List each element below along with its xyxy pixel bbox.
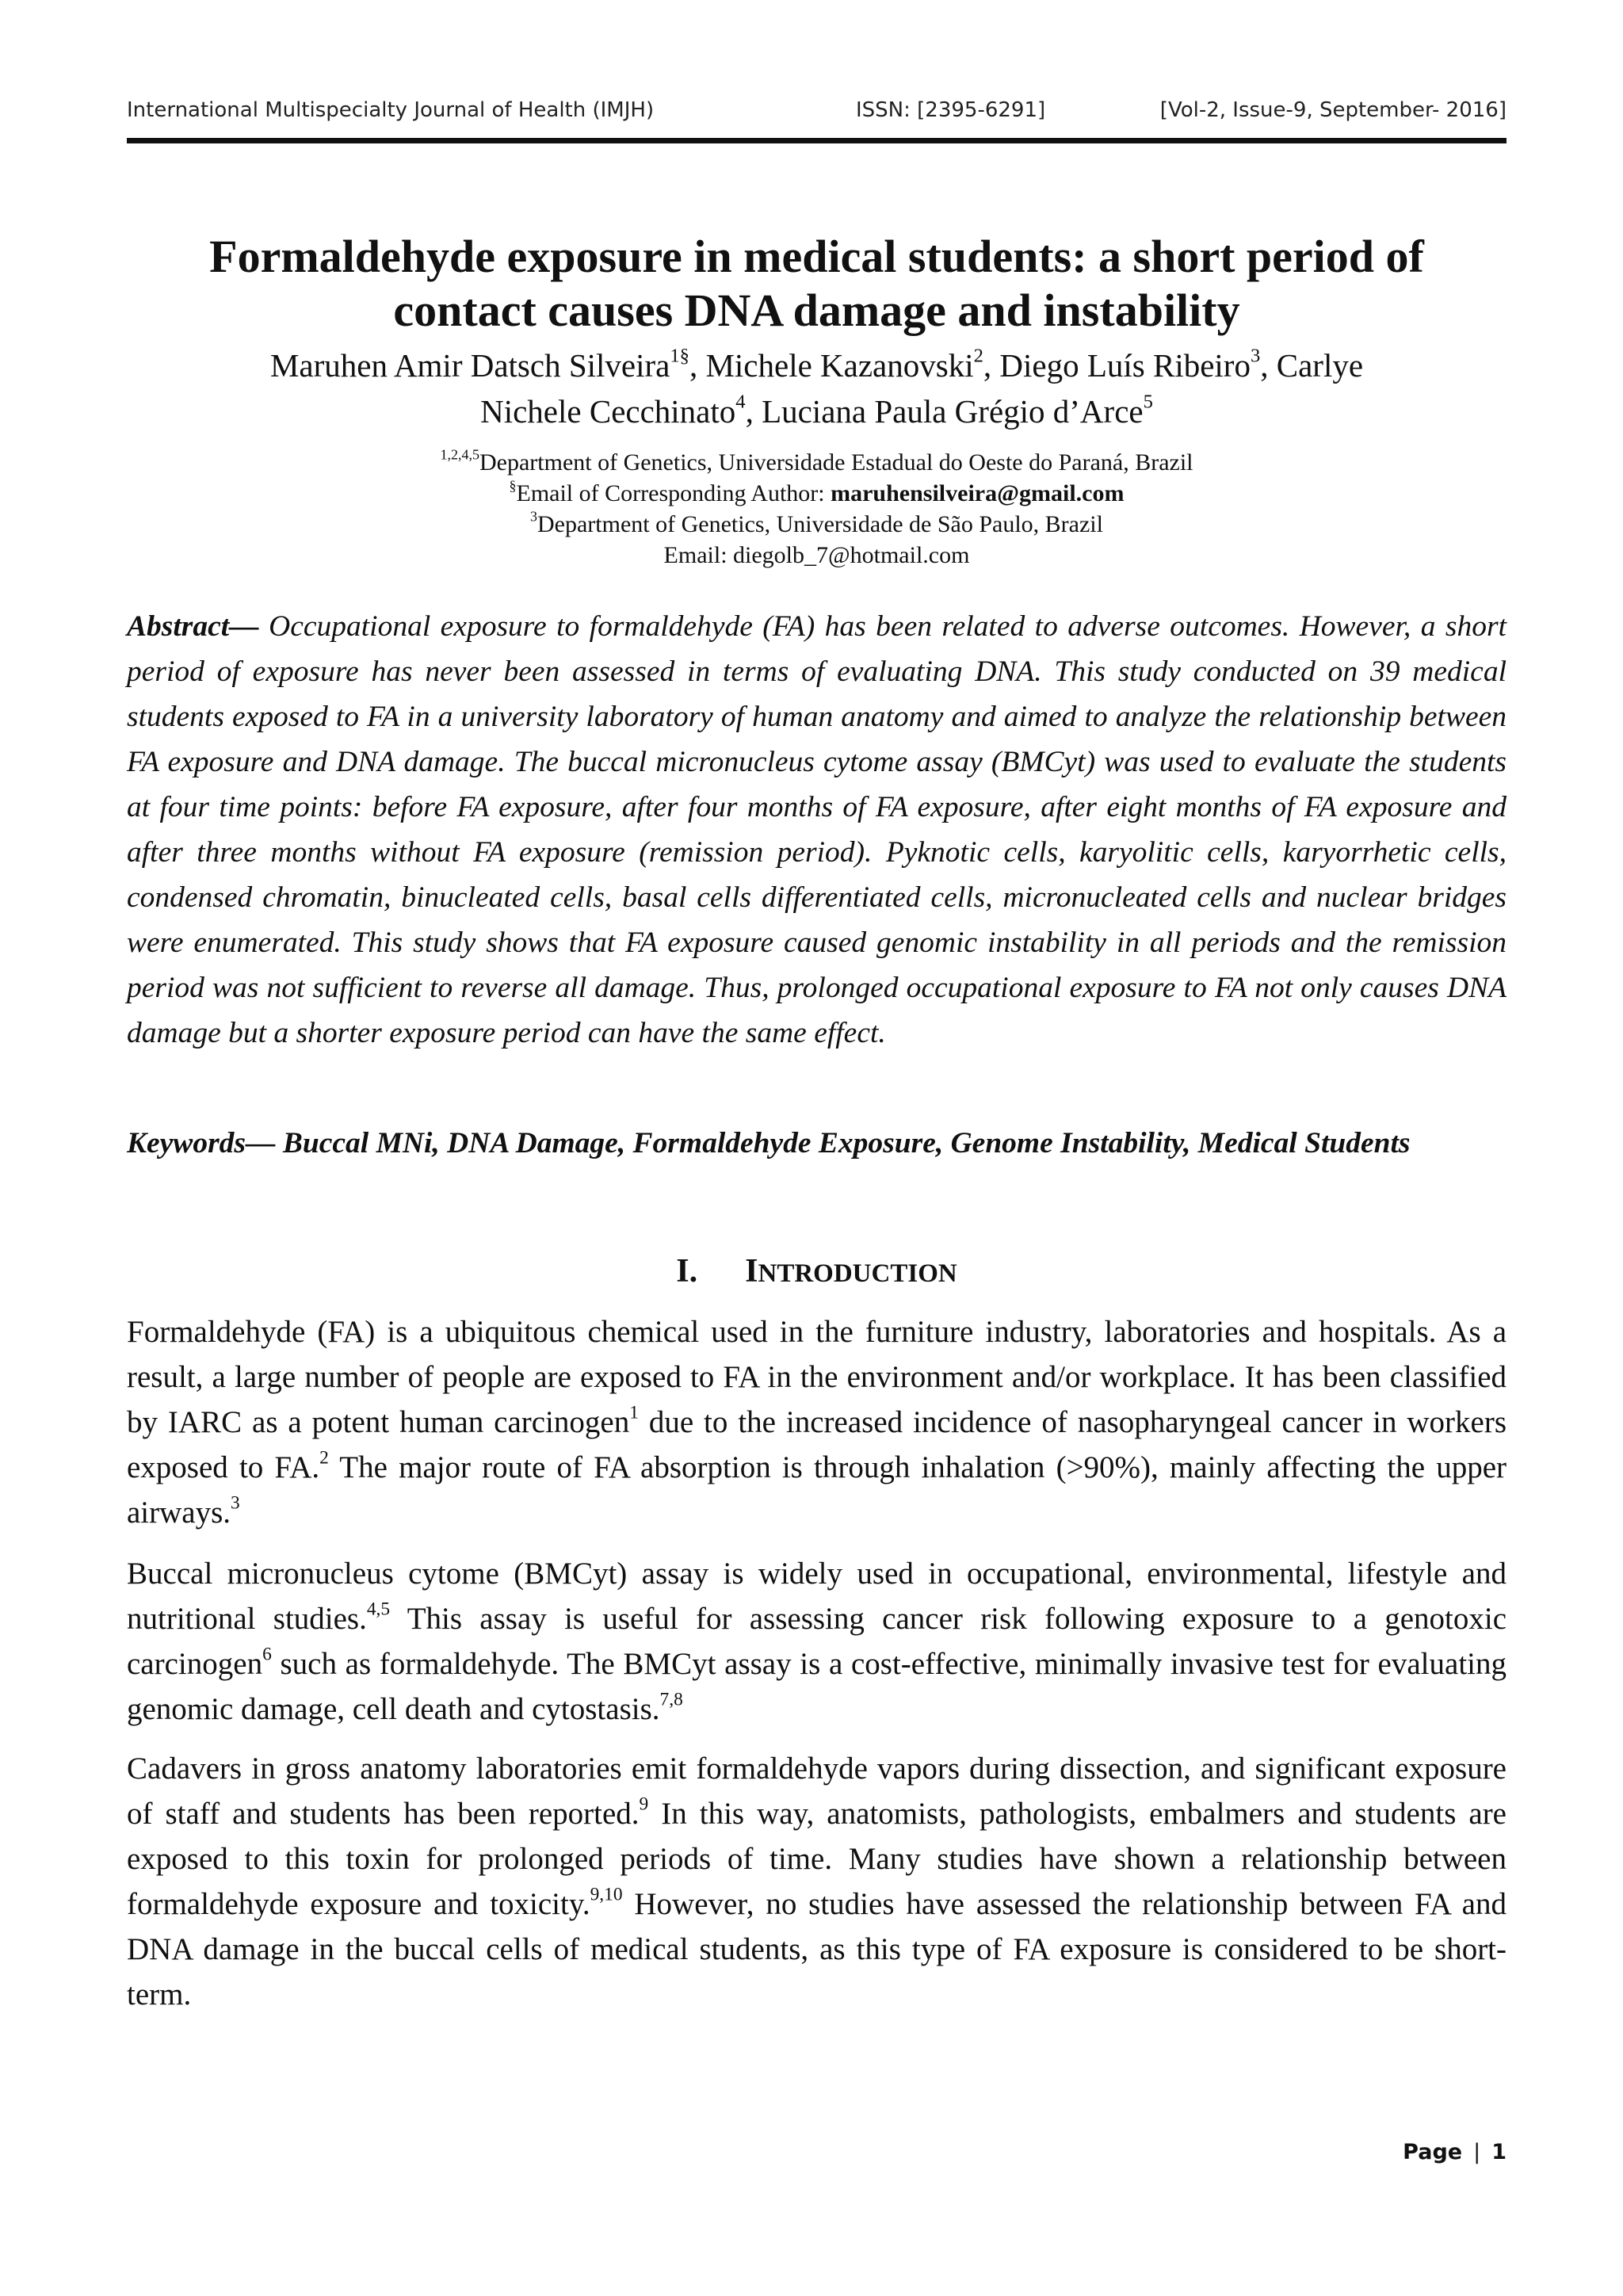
text-run: However, no studies have assessed the relationship between FA and DNA damage in the buccal cells of medical students, as this type of FA exposure is considered to be short-term. (127, 1887, 1507, 2011)
section-title-rest: NTRODUCTION (758, 1259, 957, 1288)
citation-ref: 9 (639, 1794, 649, 1815)
intro-paragraph-2 (127, 1551, 1507, 1732)
citation-ref: 9,10 (590, 1884, 623, 1905)
citation-ref: 4,5 (366, 1599, 391, 1620)
abstract-text: Occupational exposure to formaldehyde (FA) has been related to adverse outcomes. However, a short period of exposure has never been assessed in terms of evaluating DNA. This study conducted on 39 medical students exposed to FA in a university laboratory of human anatomy and aimed to analyze the relationship between FA exposure and DNA damage. The buccal micronucleus cytome assay (BMCyt) was used to evaluate the students at four time points: before FA exposure, after four months of FA exposure, after eight months of FA exposure and after three months without FA exposure (remission period). Pyknotic cells, karyolitic cells, karyorrhetic cells, condensed chromatin, binucleated cells, basal cells differentiated cells, micronucleated cells and nuclear bridges were enumerated. This study shows that FA exposure caused genomic instability in all periods and the remission period was not sufficient to reverse all damage. Thus, prolonged occupational exposure to FA not only causes DNA damage but a shorter exposure period can have the same effect. (127, 610, 1507, 1049)
author-mark: 5 (1143, 391, 1153, 413)
affiliation-text: Department of Genetics, Universidade Estadual do Oeste do Paraná, Brazil (479, 449, 1193, 476)
keywords (127, 1121, 1507, 1166)
page-separator: | (1473, 2140, 1481, 2164)
author-1: Maruhen Amir Datsch Silveira$^{1\S}$, (269, 345, 698, 384)
title-line-2: contact causes DNA damage and instability (393, 285, 1240, 336)
keywords-text: Buccal MNi, DNA Damage, Formaldehyde Exposure, Genome Instability, Medical Students (282, 1127, 1411, 1159)
intro-paragraph-1 (127, 1309, 1507, 1535)
author-4: Carlye (1276, 347, 1364, 384)
text-run: In this way, anatomists, pathologists, embalmers and students are exposed to this toxin for prolonged periods of time. Many studies have shown a relationship between formaldehyde exposure and toxicity. (127, 1797, 1507, 1921)
text-run: Buccal micronucleus cytome (BMCyt) assay is widely used in occupational, environmental, lifestyle and nutritional studies. (127, 1557, 1507, 1636)
author-name: Luciana Paula Grégio d’Arce (762, 393, 1144, 430)
affiliations (127, 447, 1507, 571)
corresponding-label: Email of Corresponding Author: (516, 480, 831, 506)
corresponding-author (127, 478, 1507, 509)
citation-ref: 7,8 (659, 1689, 683, 1710)
author-name: Diego Luís Ribeiro (999, 347, 1251, 384)
section-number: I. (676, 1253, 698, 1289)
abstract-label: Abstract— (127, 610, 259, 643)
author-3: Diego Luís Ribeiro$^3$, (999, 345, 1269, 384)
author-mark: 2 (973, 345, 983, 367)
affiliation-3 (127, 509, 1507, 540)
keywords-label: Keywords— (127, 1127, 276, 1159)
corresponding-email-link[interactable]: maruhensilveira@gmail.com (831, 480, 1125, 506)
author-5 (762, 393, 1153, 430)
citation-ref: 2 (319, 1447, 329, 1469)
page-number: 1 (1491, 2140, 1507, 2164)
author-4-rest: Nichele Cecchinato$^4$, (480, 391, 754, 430)
text-run: The major route of FA absorption is through inhalation (>90%), mainly affecting the upper airways. (127, 1450, 1507, 1530)
text-run: Cadavers in gross anatomy laboratories emit formaldehyde vapors during dissection, and significant exposure of staff and students has been reported. (127, 1752, 1507, 1831)
paper-page (127, 0, 1507, 2296)
secondary-email: Email: diegolb_7@hotmail.com (663, 542, 970, 568)
title-line-1: Formaldehyde exposure in medical students: a short period of (209, 231, 1424, 282)
author-mark: 4 (735, 391, 746, 413)
section-heading-introduction (127, 1249, 1507, 1296)
text-run: This assay is useful for assessing cancer risk following exposure to a genotoxic carcinogen (127, 1602, 1507, 1681)
paper-title (127, 230, 1507, 338)
affiliation-mark: 3 (530, 508, 538, 525)
author-name: Maruhen Amir Datsch Silveira (269, 347, 670, 384)
journal-issn: ISSN: [2395-6291] (856, 98, 1046, 122)
section-title-initial: I (745, 1253, 758, 1289)
text-run: Formaldehyde (FA) is a ubiquitous chemical used in the furniture industry, laboratories and hospitals. As a result, a large number of people are exposed to FA in the environment and/or workplace. It has been classified by IARC as a potent human carcinogen (127, 1315, 1507, 1439)
page-label: Page (1403, 2140, 1463, 2164)
affiliation-1 (127, 447, 1507, 478)
affiliation-text: Department of Genetics, Universidade de São Paulo, Brazil (537, 511, 1103, 537)
author-mark: 1§ (670, 345, 689, 367)
author-2: Michele Kazanovski$^2$, (705, 345, 992, 384)
running-header (127, 98, 1507, 133)
affiliation-mark: 1,2,4,5 (440, 446, 479, 463)
author-list (127, 342, 1507, 434)
journal-name: International Multispecialty Journal of Health (IMJH) (127, 98, 655, 122)
text-run: such as formaldehyde. The BMCyt assay is a cost-effective, minimally invasive test for evaluating genomic damage, cell death and cytostasis. (127, 1647, 1507, 1726)
author-name: Michele Kazanovski (705, 347, 974, 384)
citation-ref: 1 (629, 1402, 639, 1423)
abstract (127, 604, 1507, 1056)
page-footer (1403, 2140, 1507, 2172)
citation-ref: 6 (262, 1644, 272, 1665)
author-mark: 3 (1250, 345, 1261, 367)
header-rule (127, 138, 1507, 143)
corresponding-mark: § (509, 477, 517, 494)
text-run: due to the increased incidence of nasopharyngeal cancer in workers exposed to FA. (127, 1405, 1507, 1484)
journal-volume: [Vol-2, Issue-9, September- 2016] (1159, 98, 1507, 122)
intro-paragraph-3 (127, 1746, 1507, 2017)
citation-ref: 3 (231, 1492, 240, 1514)
